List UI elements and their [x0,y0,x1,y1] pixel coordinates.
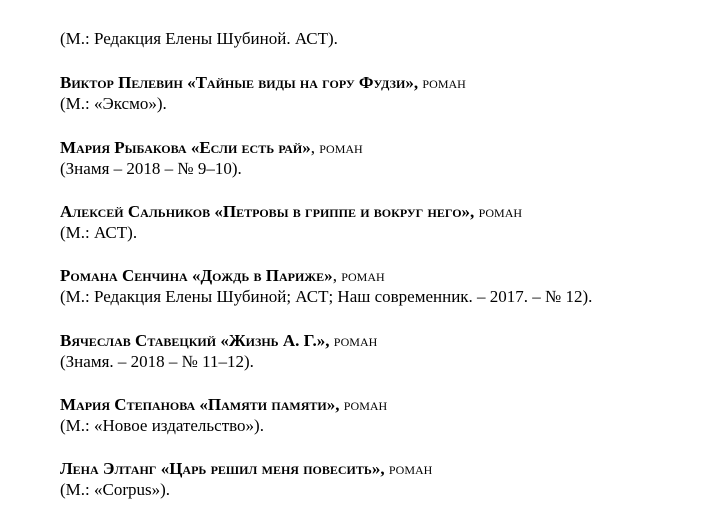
entry-heading [60,459,690,480]
genre-label: , роман [332,266,385,285]
continuation-publication-line [60,29,690,50]
genre-label: роман [333,331,378,350]
publication-text: (Знамя. – 2018 – № 11–12). [60,352,254,371]
genre-label: роман [388,459,433,478]
author-name: Мария Рыбакова [60,138,187,157]
genre-label: роман [343,395,388,414]
work-title: «Петровы в гриппе и вокруг него», [214,202,475,221]
publication-text: (М.: АСТ). [60,223,138,242]
entry-heading [60,138,690,159]
work-title: «Тайные виды на гору Фудзи», [187,73,419,92]
list-item [60,266,690,308]
work-title: «Памяти памяти», [199,395,340,414]
author-name: Мария Степанова [60,395,196,414]
entry-heading [60,73,690,94]
publication-text: (М.: «Corpus»). [60,480,171,499]
work-title: «Если есть рай» [190,138,311,157]
entry-heading [60,331,690,352]
publication-text: (М.: Редакция Елены Шубиной. АСТ). [60,29,338,48]
genre-label: роман [478,202,523,221]
list-item [60,202,690,244]
list-item [60,459,690,501]
list-item [60,138,690,180]
work-title: «Жизнь А. Г.», [220,331,330,350]
entry-heading [60,395,690,416]
list-item [60,395,690,437]
list-item [60,73,690,115]
author-name: Лена Элтанг [60,459,157,478]
work-title: «Царь решил меня повесить», [160,459,385,478]
genre-label: , роман [310,138,363,157]
author-name: Романа Сенчина [60,266,188,285]
entry-heading [60,202,690,223]
publication-text: (М.: Редакция Елены Шубиной; АСТ; Наш современник. – 2017. – № 12). [60,287,593,306]
genre-label: роман [422,73,466,92]
author-name: Вячеслав Ставецкий [60,331,217,350]
entry-heading [60,266,690,287]
author-name: Виктор Пелевин [60,73,183,92]
publication-text: (М.: «Эксмо»). [60,94,167,113]
author-name: Алексей Сальников [60,202,211,221]
list-item [60,331,690,373]
publication-text: (Знамя – 2018 – № 9–10). [60,159,242,178]
publication-text: (М.: «Новое издательство»). [60,416,264,435]
work-title: «Дождь в Париже» [191,266,333,285]
